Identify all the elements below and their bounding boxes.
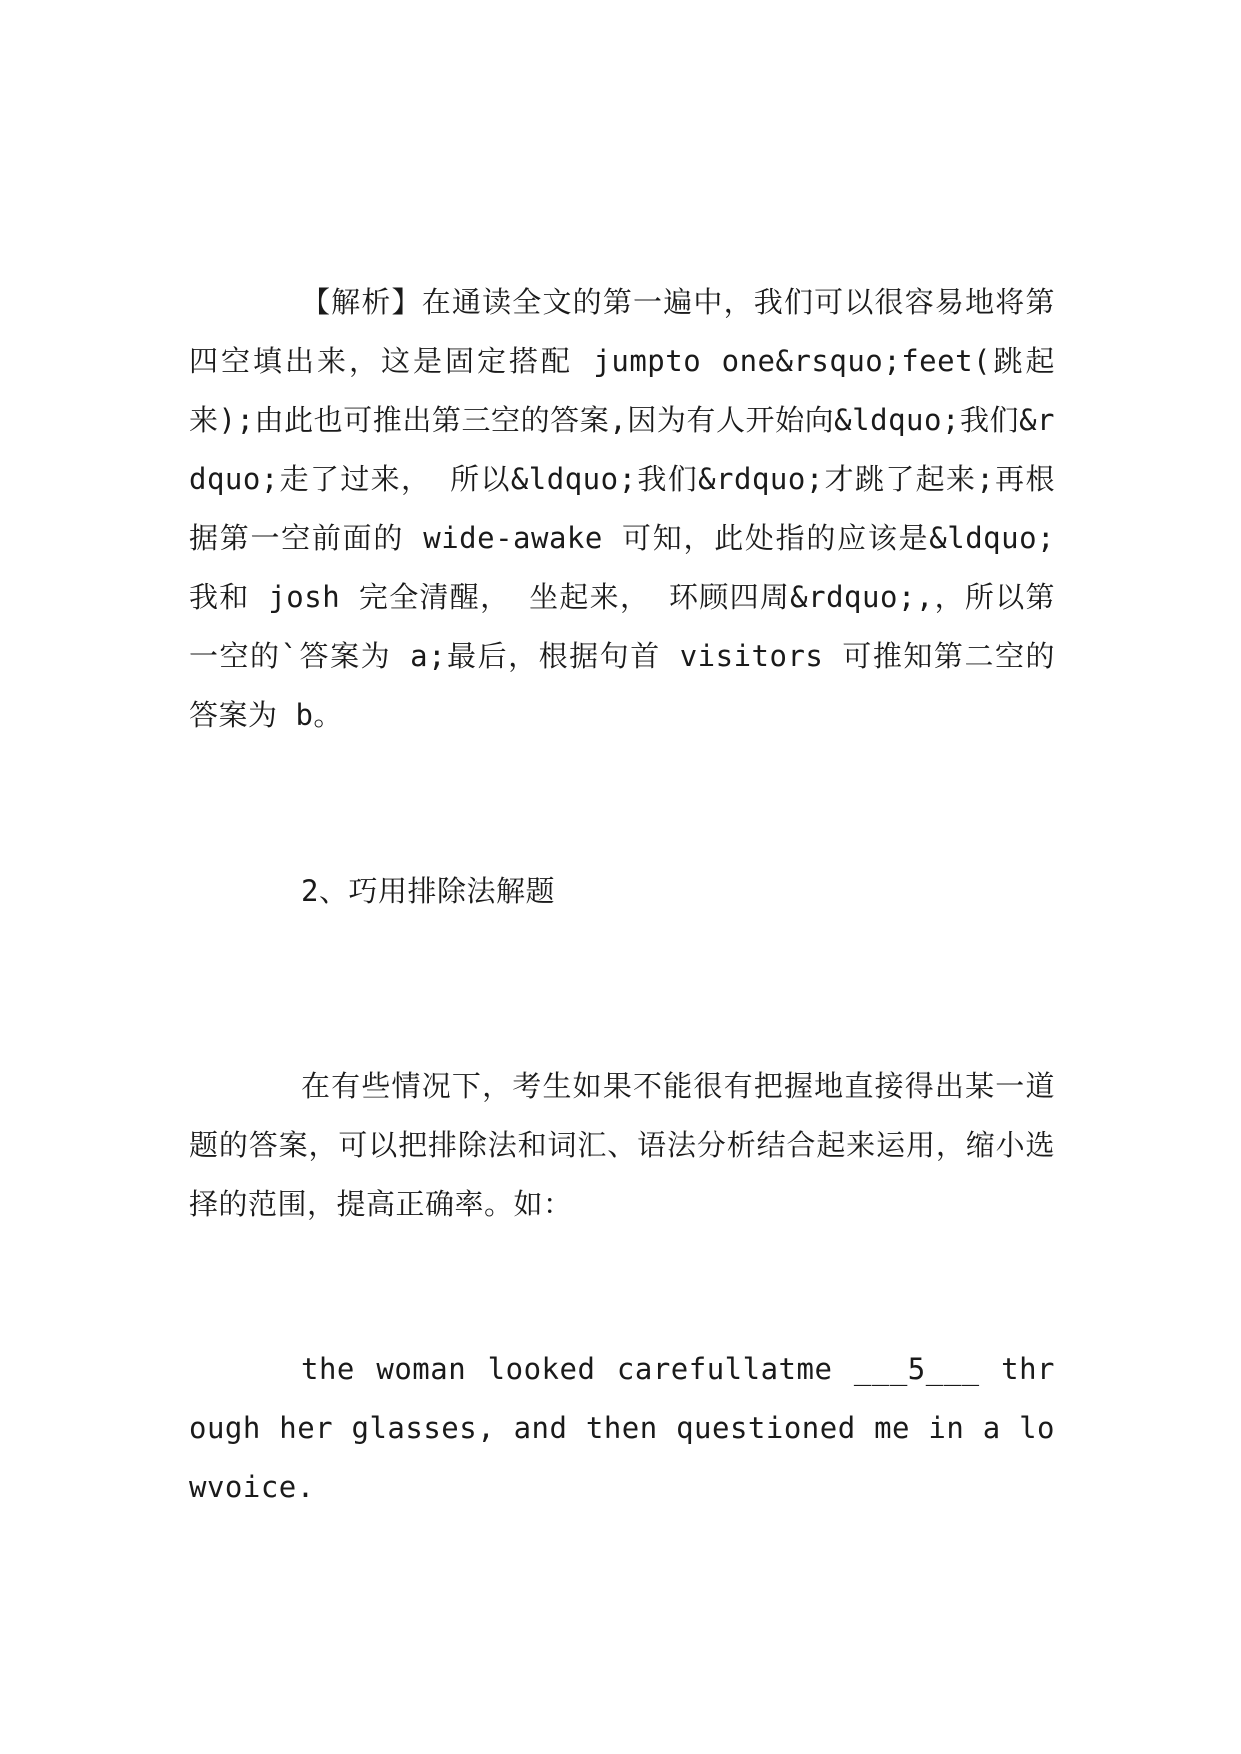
method-paragraph: 在有些情况下，考生如果不能很有把握地直接得出某一道题的答案，可以把排除法和词汇、语法分析结合起来运用，缩小选择的范围，提高正确率。如： (189, 1069, 1055, 1221)
analysis-paragraph: 【解析】在通读全文的第一遍中，我们可以很容易地将第四空填出来，这是固定搭配 jumpto one&rsquo;feet(跳起来);由此也可推出第三空的答案,因为有人开始向&ldquo;我们&rdquo;走了过来， 所以&ldquo;我们&rdquo;才跳了起来;再根据第一空前面的 wide-awake 可知，此处指的应该是&ldquo;我和 josh 完全清醒， 坐起来， 环顾四周&rdquo;,，所以第一空的`答案为 a;最后，根据句首 visitors 可推知第二空的答案为 b。 (189, 285, 1055, 732)
example-sentence: the woman looked carefullatme ___5___ through her glasses, and then questioned me in a lowvoice. (189, 1352, 1055, 1504)
section-heading: 2、巧用排除法解题 (301, 874, 555, 908)
